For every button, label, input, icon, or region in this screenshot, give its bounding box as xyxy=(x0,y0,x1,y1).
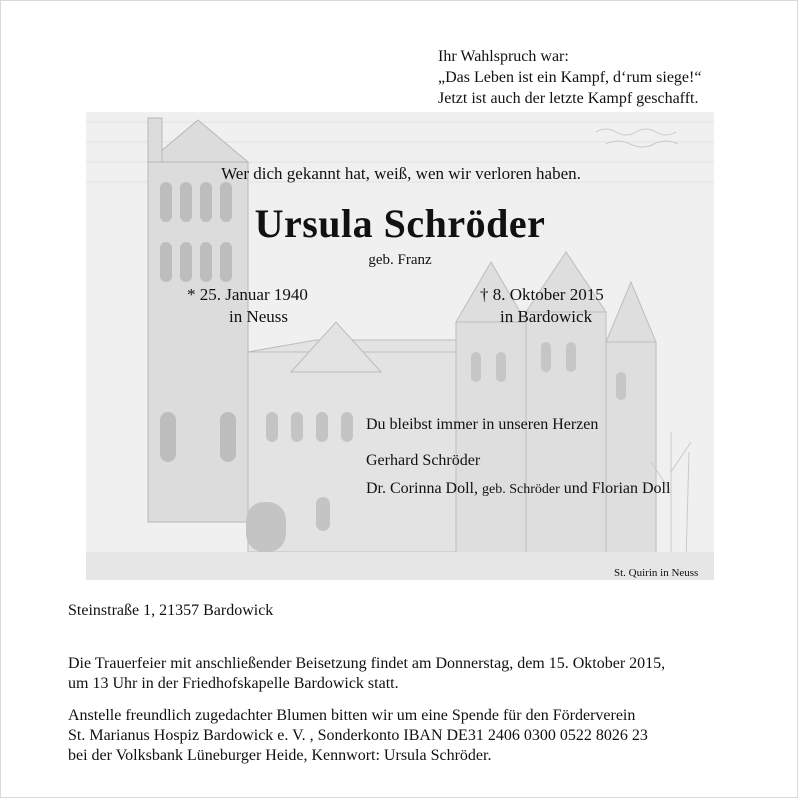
family-member-2 xyxy=(366,480,670,498)
birth-info xyxy=(187,284,308,328)
family-member-2-partner: und Florian Doll xyxy=(563,480,671,497)
birth-date: * 25. Januar 1940 xyxy=(187,285,308,304)
death-place: in Bardowick xyxy=(500,307,593,326)
picture-caption: St. Quirin in Neuss xyxy=(614,567,699,579)
funeral-line-1: Die Trauerfeier mit anschließender Beisetzung findet am Donnerstag, dem 15. Oktober 2015, xyxy=(68,655,666,672)
donation-line-3: bei der Volksbank Lüneburger Heide, Kennwort: Ursula Schröder. xyxy=(68,747,492,764)
donation-line-1: Anstelle freundlich zugedachter Blumen bitten wir um eine Spende für den Förderverein xyxy=(68,707,636,724)
birth-name: geb. Franz xyxy=(368,252,432,268)
deceased-name: Ursula Schröder xyxy=(254,201,546,246)
motto-line-3: Jetzt ist auch der letzte Kampf geschafft. xyxy=(438,90,699,107)
family-member-2-born: geb. Schröder xyxy=(482,482,560,497)
family-member-1: Gerhard Schröder xyxy=(366,452,481,469)
address: Steinstraße 1, 21357 Bardowick xyxy=(68,602,274,619)
death-date: † 8. Oktober 2015 xyxy=(480,285,604,304)
death-info xyxy=(480,284,604,328)
family-heading: Du bleibst immer in unseren Herzen xyxy=(366,416,599,433)
intro-text: Wer dich gekannt hat, weiß, wen wir verloren haben. xyxy=(221,164,581,183)
funeral-notice xyxy=(68,654,665,694)
birth-place: in Neuss xyxy=(229,307,289,326)
motto-line-1: Ihr Wahlspruch war: xyxy=(438,48,569,65)
donation-line-2: St. Marianus Hospiz Bardowick e. V. , Sonderkonto IBAN DE31 2406 0300 0522 8026 23 xyxy=(68,727,648,744)
motto-block xyxy=(438,46,768,109)
funeral-line-2: um 13 Uhr in der Friedhofskapelle Bardowick statt. xyxy=(68,675,399,692)
motto-line-2: „Das Leben ist ein Kampf, d‘rum siege!“ xyxy=(438,69,702,86)
family-member-2-name: Dr. Corinna Doll, xyxy=(366,480,478,497)
donation-notice xyxy=(68,706,648,766)
